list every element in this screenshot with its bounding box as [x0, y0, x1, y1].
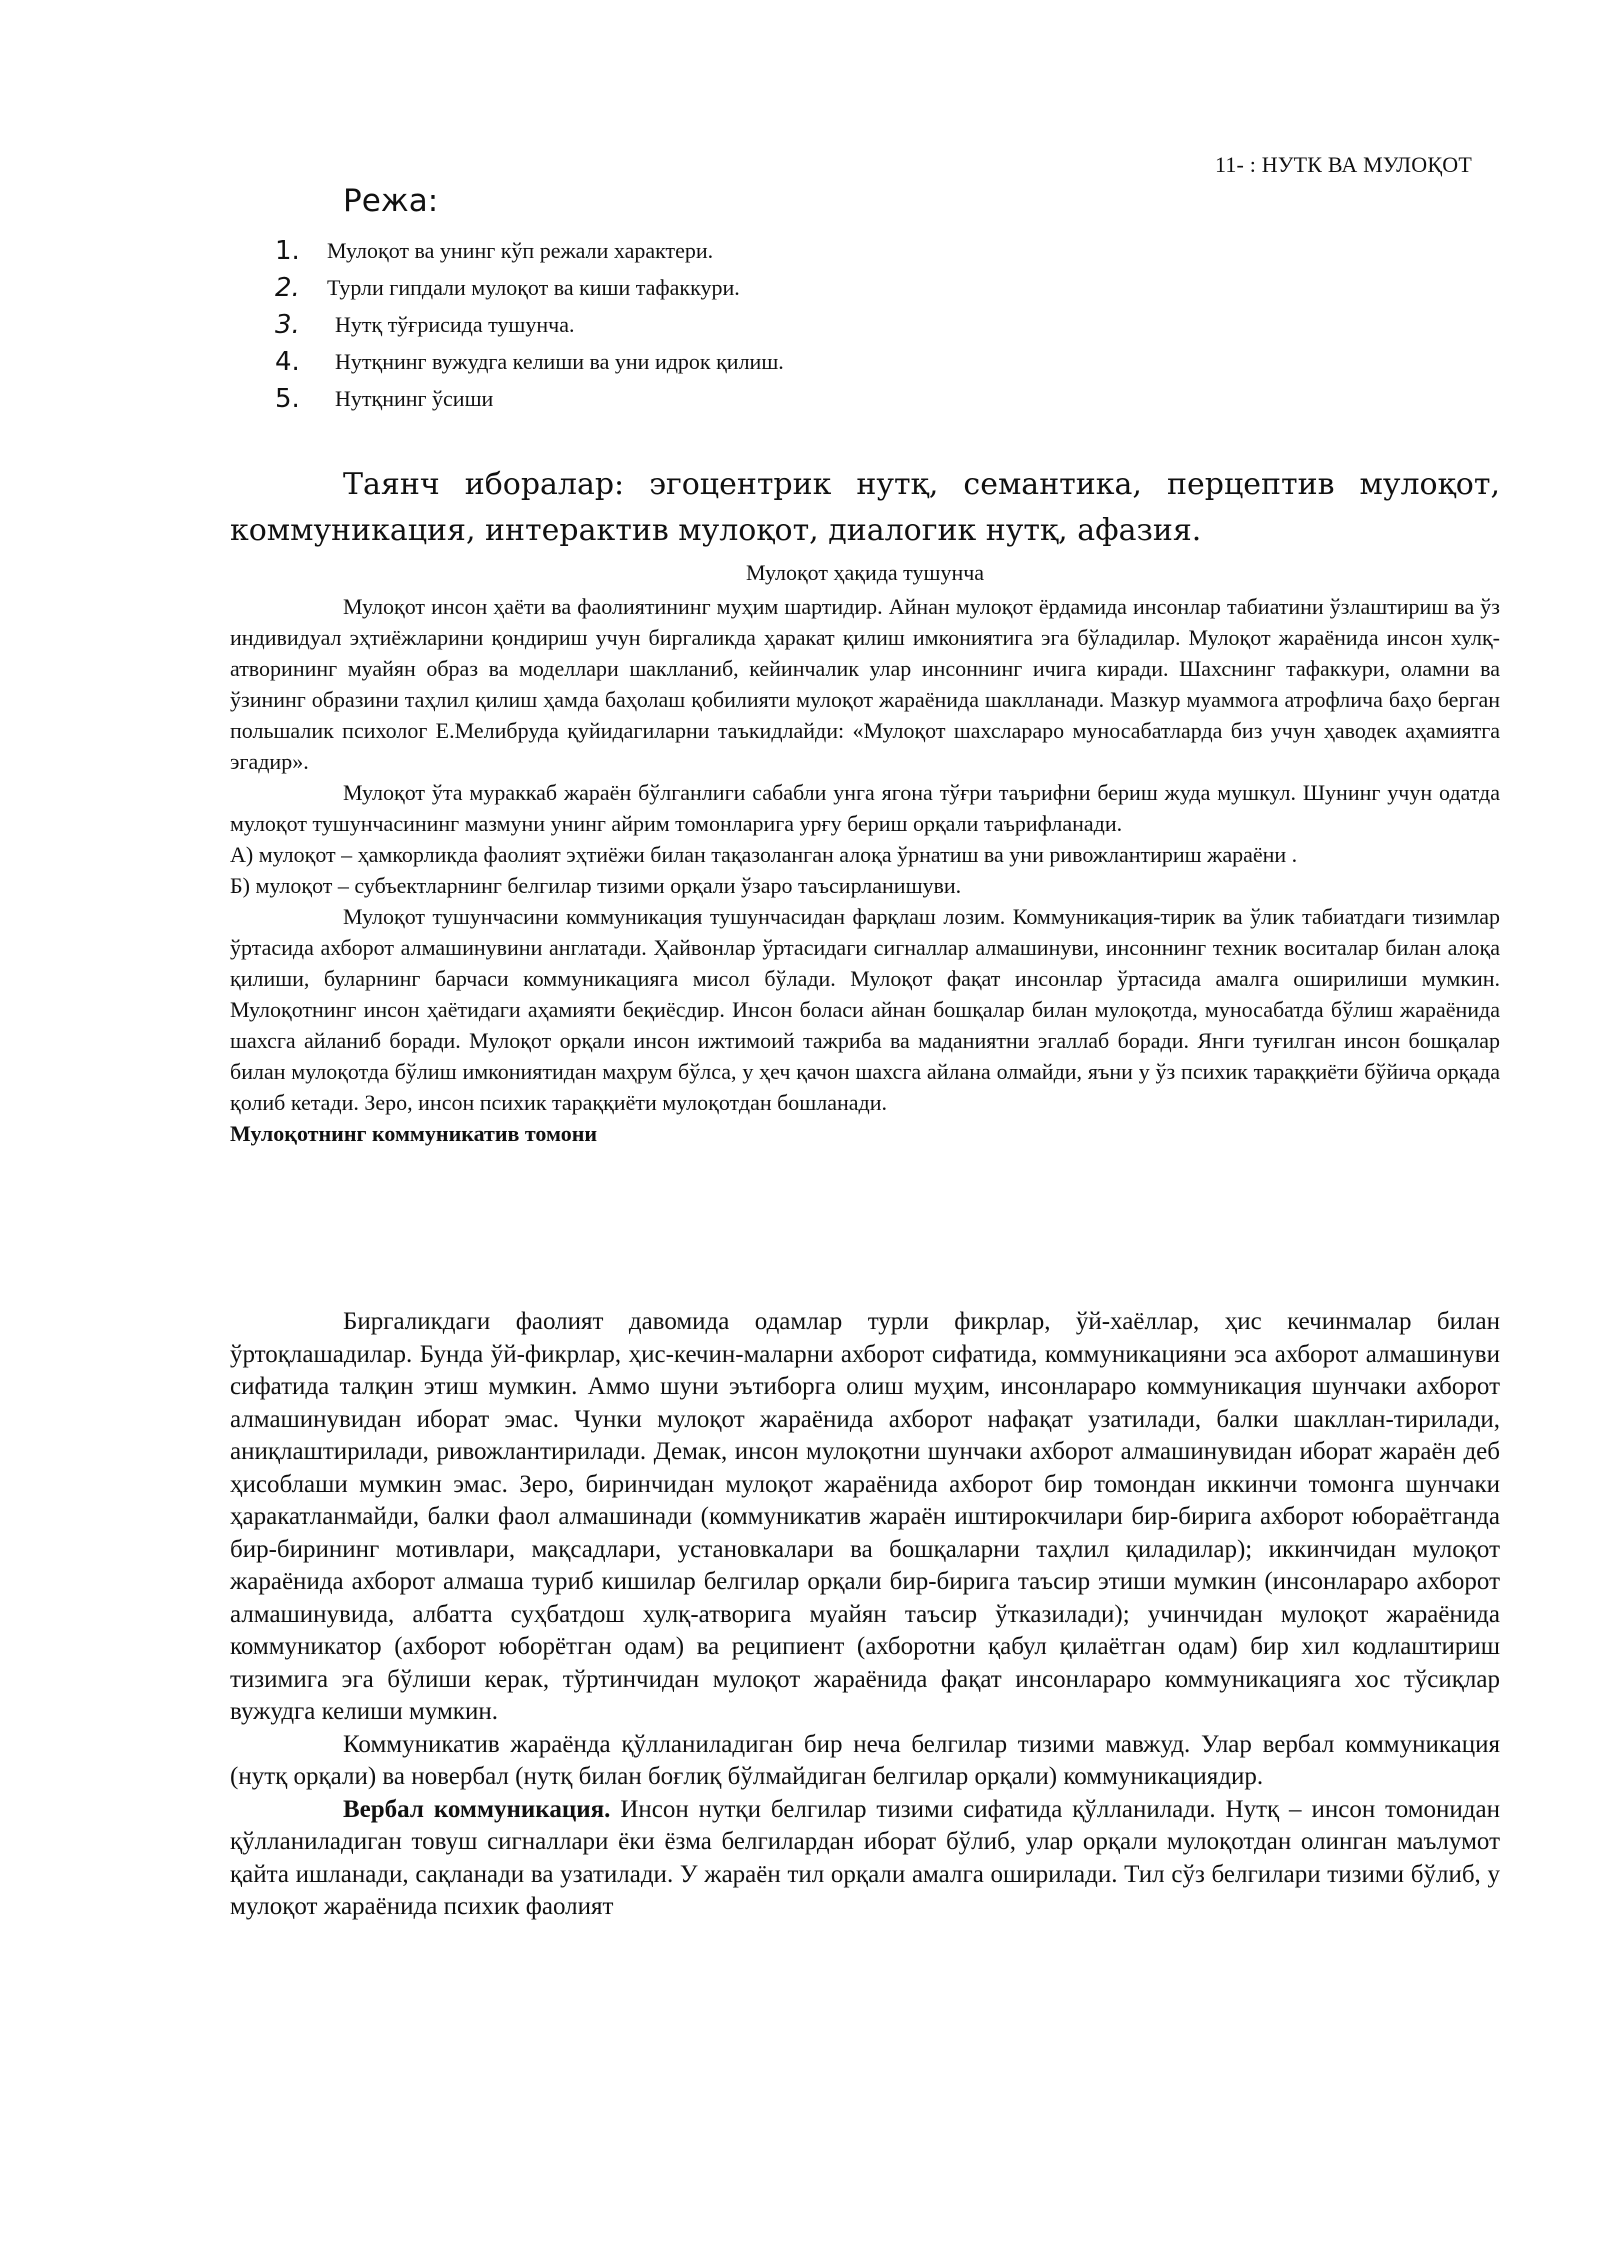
paragraph: Мулоқот тушунчасини коммуникация тушунчасидан фарқлаш лозим. Коммуникация-тирик ва ўлик табиатдаги тизимлар ўртасида ахборот алмашинувини англатади. Ҳайвонлар ўртасидаги сигналлар алмашинуви, инсоннинг техник воситалар билан алоқа қилиши, буларнинг барчаси коммуникацияга мисол бўлади. Мулоқот фақат инсонлар ўртасида амалга оширилиши мумкин. Мулоқотнинг инсон ҳаётидаги аҳамияти беқиёсдир. Инсон боласи айнан бошқалар билан мулоқотда, муносабатда бўлиш жараёнида шахсга айланиб боради. Мулоқот орқали инсон ижтимоий тажриба ва маданиятни эгаллаб боради. Янги туғилган инсон бошқалар билан мулоқотда бўлиш имкониятидан маҳрум бўлса, у ҳеч қачон шахсга айлана олмайди, яъни у ўз психик тараққиёти бўйича орқада қолиб кетади. Зеро, инсон психик тараққиёти мулоқотдан бошланади. [230, 904, 1500, 1115]
paragraph-text: Инсон нутқи белгилар тизими сифатида қўлланилади. Нутқ – инсон томонидан қўлланиладиган товуш сигналлари ёки ёзма белгилардан иборат бўлиб, улар орқали мулоқотдан олинган маълумот қайта ишланади, сақланади ва узатилади. У жараён тил орқали амалга оширилади. Тил сўз белгилари тизими бўлиб, у мулоқот жараёнида психик фаолият [230, 1795, 1500, 1920]
definition-a: А) мулоқот – ҳамкорликда фаолият эҳтиёжи билан тақазоланган алоқа ўрнатиш ва уни ривожлантириш жараёни . [230, 842, 1298, 867]
plan-item [275, 269, 784, 306]
plan-item [275, 232, 784, 269]
plan-list [275, 232, 784, 417]
plan-item-number: 4. [275, 346, 300, 377]
definition-b: Б) мулоқот – субъектларнинг белгилар тизими орқали ўзаро таъсирланишуви. [230, 873, 962, 898]
section-heading-communicative: Мулоқотнинг коммуникатив томони [230, 1121, 598, 1146]
plan-item-text: Нутқнинг вужудга келиши ва уни идрок қилиш. [335, 348, 784, 374]
plan-item-number: 1. [275, 235, 300, 266]
plan-item-number: 5. [275, 383, 300, 414]
verbal-communication-term: Вербал коммуникация. [343, 1795, 611, 1823]
paragraph: Мулоқот ўта мураккаб жараён бўлганлиги сабабли унга ягона тўғри таърифни бериш жуда мушкул. Шунинг учун одатда мулоқот тушунчасининг мазмуни унинг айрим томонларига урғу бериш орқали таърифланади. [230, 780, 1500, 836]
section-communicative-body [230, 1306, 1500, 1924]
plan-item-number: 3. [275, 309, 300, 340]
plan-item [275, 306, 784, 343]
plan-item-number: 2. [275, 272, 300, 303]
plan-item-text: Турли гипдали мулоқот ва киши тафаккури. [327, 274, 740, 300]
plan-item-text: Мулоқот ва унинг кўп режали характери. [327, 237, 714, 263]
paragraph: Мулоқот инсон ҳаёти ва фаолиятининг муҳим шартидир. Айнан мулоқот ёрдамида инсонлар табиатини ўзлаштириш ва ўз индивидуал эҳтиёжларини қондириш учун биргаликда ҳаракат қилиш имкониятига эга бўладилар. Мулоқот жараёнида инсон хулқ-атворининг муайян образ ва моделлари шаклланиб, кейинчалик улар инсоннинг ичига киради. Шахснинг тафаккури, оламни ва ўзининг образини таҳлил қилиш ҳамда баҳолаш қобилияти мулоқот жараёнида шаклланади. Мазкур муаммога атрофлича баҳо берган польшалик психолог Е.Мелибруда қуйидагиларни таъкидлайди: «Мулоқот шахслараро муносабатларда биз учун ҳаводек аҳамиятга эгадир». [230, 594, 1500, 774]
paragraph: Коммуникатив жараёнда қўлланиладиган бир неча белгилар тизими мавжуд. Улар вербал коммуникация (нутқ орқали) ва новербал (нутқ билан боғлиқ бўлмайдиган белгилар орқали) коммуникациядир. [230, 1730, 1500, 1790]
section-heading-concept: Мулоқот ҳақида тушунча [745, 560, 985, 585]
plan-item-text: Нутқнинг ўсиши [335, 385, 494, 411]
plan-item-text: Нутқ тўғрисида тушунча. [335, 311, 575, 337]
keywords-text: Таянч иборалар: эгоцентрик нутқ, семантика, перцептив мулоқот, коммуникация, интерактив мулоқот, диалогик нутқ, афазия. [230, 467, 1500, 548]
keywords-paragraph [230, 462, 1500, 554]
section-concept-body [230, 591, 1500, 1149]
chapter-header: 11- : НУТК ВА МУЛОҚОТ [1214, 152, 1472, 177]
plan-title: Режа: [343, 183, 439, 219]
paragraph: Биргаликдаги фаолият давомида одамлар турли фикрлар, ўй-хаёллар, ҳис кечинмалар билан ўртоқлашадилар. Бунда ўй-фикрлар, ҳис-кечин-маларни ахборот сифатида, коммуникацияни эса ахборот алмашинуви сифатида талқин этиш мумкин. Аммо шуни эътиборга олиш муҳим, инсонлараро коммуникация шунчаки ахборот алмашинувидан иборат эмас. Чунки мулоқот жараёнида ахборот нафақат узатилади, балки шакллан-тирилади, аниқлаштирилади, ривожлантирилади. Демак, инсон мулоқотни шунчаки ахборот алмашинувидан иборат жараён деб ҳисоблаши мумкин эмас. Зеро, биринчидан мулоқот жараёнида ахборот бир томондан иккинчи томонга шунчаки ҳаракатланмайди, балки фаол алмашинади (коммуникатив жараён иштирокчилари бир-бирига ахборот юбораётганда бир-бирининг мотивлари, мақсадлари, установкалари ва бошқаларни таҳлил қиладилар); иккинчидан мулоқот жараёнида ахборот алмаша туриб кишилар белгилар орқали бир-бирига таъсир этиши мумкин (инсонлараро ахборот алмашинувида, албатта суҳбатдош хулқ-атворига муайян таъсир ўтказилади); учинчидан мулоқот жараёнида коммуникатор (ахборот юборётган одам) ва реципиент (ахборотни қабул қилаётган одам) бир хил кодлаштириш тизимига эга бўлиши керак, тўртинчидан мулоқот жараёнида фақат инсонлараро коммуникацияга хос тўсиқлар вужудга келиши мумкин. [230, 1308, 1500, 1725]
plan-item [275, 380, 784, 417]
plan-item [275, 343, 784, 380]
paragraph [230, 1794, 1500, 1924]
